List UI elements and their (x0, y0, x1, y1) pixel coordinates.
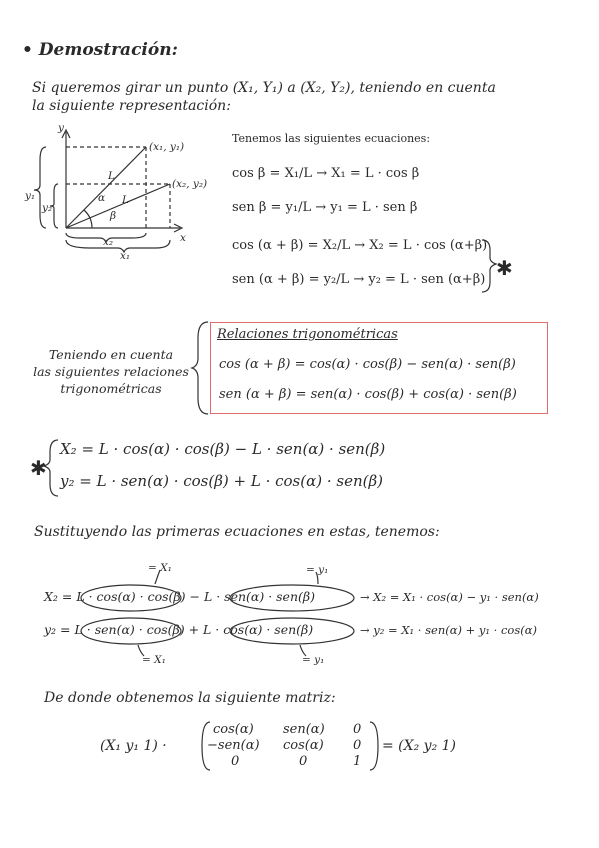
diagram-L-lower: L (122, 194, 129, 206)
relation-sen-sum: sen (α + β) = sen(α) · cos(β) + cos(α) · sen(β) (219, 387, 517, 402)
relations-box (210, 322, 548, 414)
system-star-marker: ✱ (30, 456, 47, 480)
relation-cos-sum: cos (α + β) = cos(α) · cos(β) − sen(α) · sen(β) (219, 357, 516, 372)
equation-cos-alpha-beta: cos (α + β) = X₂/L → X₂ = L · cos (α+β) (232, 238, 488, 253)
system-equation-y2: y₂ = L · sen(α) · cos(β) + L · cos(α) · sen(β) (60, 472, 383, 490)
matrix-cell: 0 (231, 754, 240, 769)
matrix-cell: 0 (353, 722, 362, 737)
matrix-cell: 1 (353, 754, 362, 769)
diagram-L-upper: L (108, 170, 115, 182)
equations-star-marker: ✱ (496, 256, 513, 280)
equation-sen-alpha-beta: sen (α + β) = y₂/L → y₂ = L · sen (α+β) (232, 272, 486, 287)
diagram-y1-label: y₁ (25, 190, 36, 202)
substitution-line-1-right: → X₂ = X₁ · cos(α) − y₁ · sen(α) (360, 590, 539, 604)
diagram-x2-label: x₂ (103, 236, 114, 248)
diagram-x1-label: x₁ (120, 250, 131, 262)
equation-sen-beta: sen β = y₁/L → y₁ = L · sen β (232, 200, 418, 215)
diagram-x-axis-label: x (180, 232, 186, 244)
substitution-bottom-x1: = X₁ (142, 654, 166, 666)
relations-title: Relaciones trigonométricas (217, 327, 398, 342)
section-title: • Demostración: (22, 40, 178, 60)
matrix-cell: sen(α) (283, 722, 325, 737)
equation-cos-beta: cos β = X₁/L → X₁ = L · cos β (232, 166, 420, 181)
system-equation-x2: X₂ = L · cos(α) · cos(β) − L · sen(α) · sen(β) (60, 440, 386, 458)
matrix-intro-text: De donde obtenemos la siguiente matriz: (44, 690, 336, 706)
matrix-cell: −sen(α) (207, 738, 260, 753)
substitution-line-2-right: → y₂ = X₁ · sen(α) + y₁ · cos(α) (360, 623, 537, 637)
substitution-text: Sustituyendo las primeras ecuaciones en estas, tenemos: (34, 524, 440, 540)
diagram-alpha-label: α (98, 192, 106, 204)
diagram-y2-label: y₂ (42, 202, 53, 214)
substitution-line-2-left: y₂ = L · sen(α) · cos(β) + L · cos(α) · sen(β) (44, 622, 314, 637)
side-note-line-1: Teniendo en cuenta (48, 347, 174, 362)
substitution-line-1-left: X₂ = L · cos(α) · cos(β) − L · sen(α) · sen(β) (44, 589, 315, 604)
diagram-point1-label: (x₁, y₁) (149, 141, 185, 153)
intro-line-1: Si queremos girar un punto (X₁, Y₁) a (X₂, Y₂), teniendo en cuenta (32, 80, 496, 96)
equations-list (232, 132, 487, 297)
substitution-bottom-y1: = y₁ (302, 654, 325, 666)
side-note-line-2: las siguientes relaciones (33, 364, 189, 379)
matrix-cell: 0 (353, 738, 362, 753)
matrix-cell: cos(α) (213, 722, 254, 737)
matrix-cell: cos(α) (283, 738, 324, 753)
side-note (26, 346, 196, 397)
diagram-point2-label: (x₂, y₂) (172, 178, 208, 190)
side-note-line-3: trigonométricas (60, 381, 162, 396)
rotation-matrix (205, 720, 375, 770)
substitution-top-x1: = X₁ (148, 562, 172, 574)
intro-line-2: la siguiente representación: (32, 98, 231, 114)
equations-header: Tenemos las siguientes ecuaciones: (232, 132, 431, 145)
substitution-top-y1: = y₁ (306, 564, 329, 576)
diagram-beta-label: β (110, 210, 117, 222)
diagram-y-axis-label: y (58, 122, 64, 134)
matrix-cell: 0 (299, 754, 308, 769)
matrix-result: = (X₂ y₂ 1) (382, 738, 457, 754)
matrix-row-vector: (X₁ y₁ 1) · (100, 738, 167, 754)
